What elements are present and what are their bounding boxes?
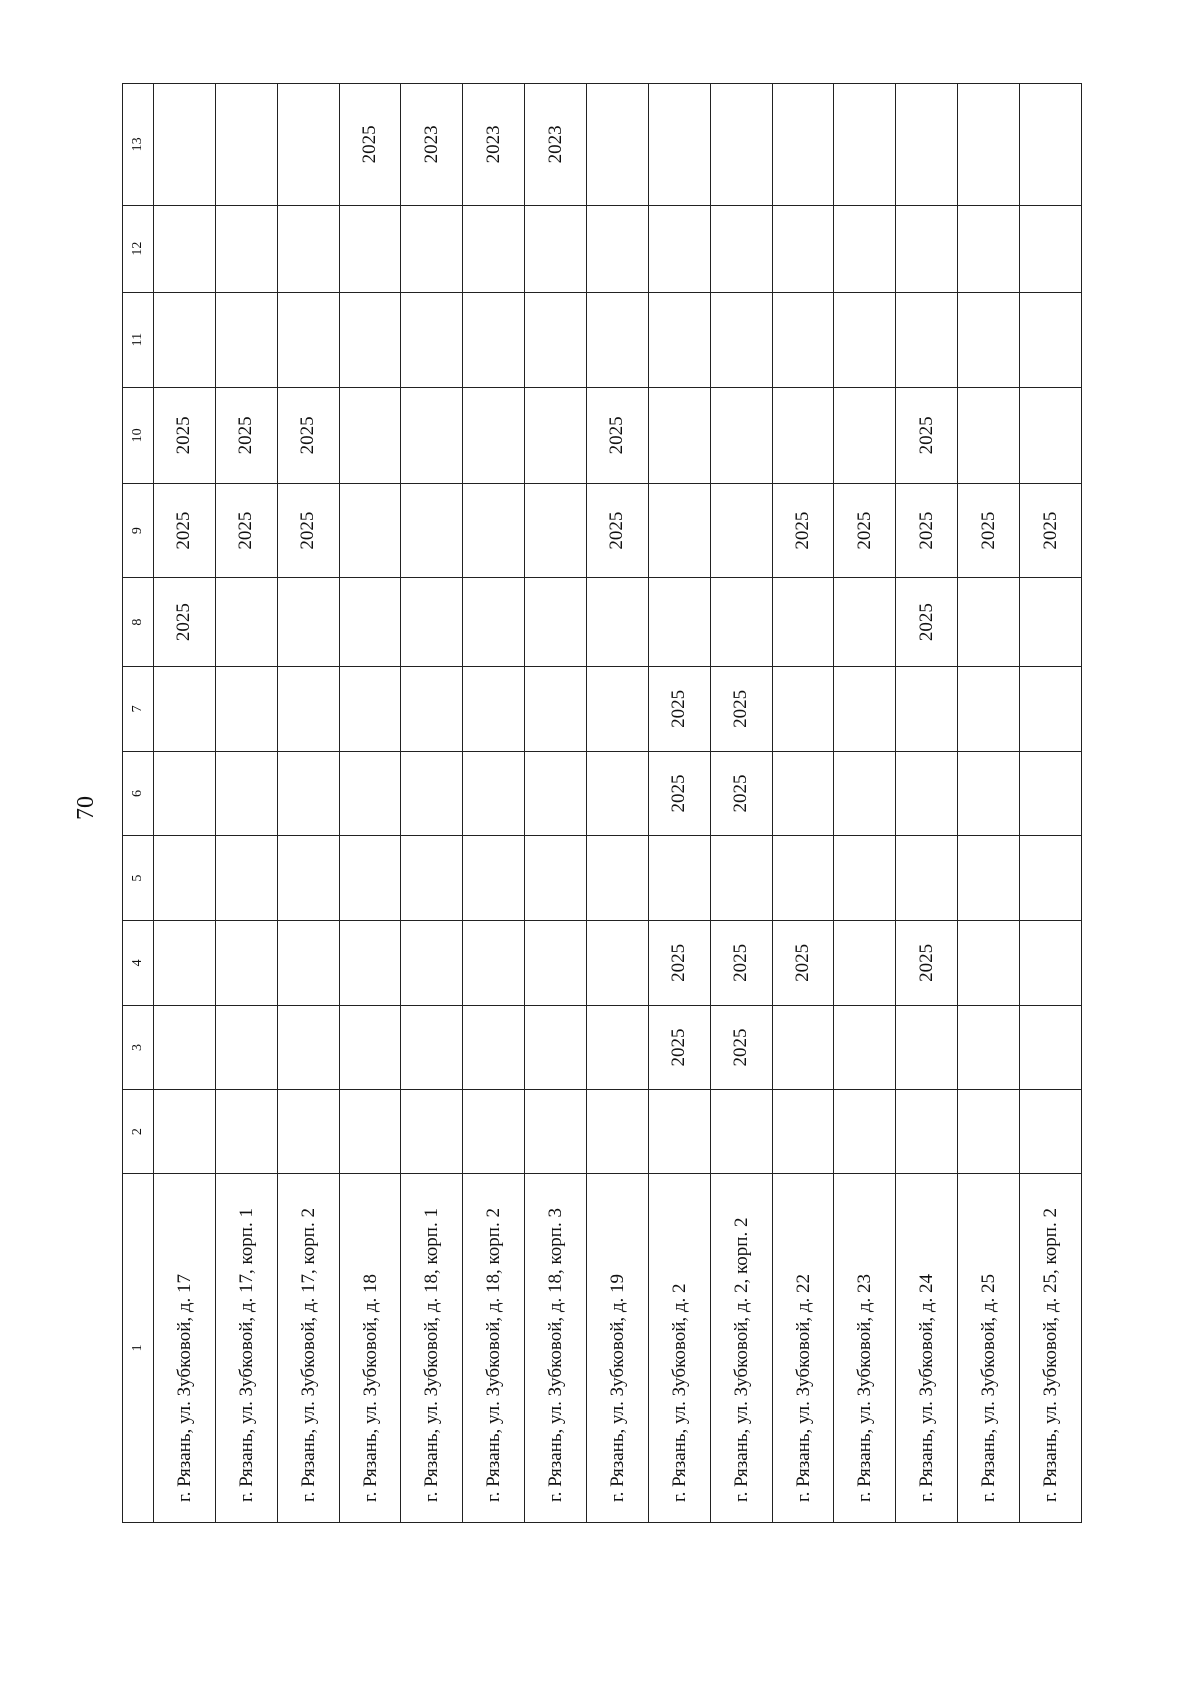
year-cell-col-4	[277, 920, 339, 1005]
year-cell-col-13	[587, 84, 649, 206]
year-cell-col-10	[648, 387, 710, 483]
year-cell-col-4	[587, 920, 649, 1005]
year-cell-col-11	[1020, 292, 1082, 387]
year-cell-col-11	[587, 292, 649, 387]
year-cell-col-10: 2025	[896, 387, 958, 483]
year-cell-col-12	[463, 205, 525, 292]
year-cell-col-2	[587, 1090, 649, 1174]
address-cell: г. Рязань, ул. Зубковой, д. 2, корп. 2	[710, 1173, 772, 1522]
year-cell-col-7	[896, 667, 958, 752]
address-cell: г. Рязань, ул. Зубковой, д. 25	[958, 1173, 1020, 1522]
year-cell-col-4	[215, 920, 277, 1005]
address-cell: г. Рязань, ул. Зубковой, д. 25, корп. 2	[1020, 1173, 1082, 1522]
year-cell-col-5	[277, 836, 339, 921]
year-cell-col-6	[339, 751, 401, 836]
year-cell-col-13	[648, 84, 710, 206]
year-cell-col-9: 2025	[834, 484, 896, 578]
year-cell-col-9: 2025	[277, 484, 339, 578]
year-cell-col-8	[277, 578, 339, 667]
year-cell-col-6	[772, 751, 834, 836]
year-cell-col-8	[648, 578, 710, 667]
year-cell-col-7	[401, 667, 463, 752]
year-cell-col-13: 2025	[339, 84, 401, 206]
address-cell: г. Рязань, ул. Зубковой, д. 24	[896, 1173, 958, 1522]
column-header-7: 7	[123, 667, 154, 752]
table-row	[958, 84, 1020, 1523]
year-cell-col-5	[648, 836, 710, 921]
year-cell-col-13	[215, 84, 277, 206]
column-header-8: 8	[123, 578, 154, 667]
year-cell-col-9	[525, 484, 587, 578]
year-cell-col-12	[401, 205, 463, 292]
table-row	[215, 84, 277, 1523]
year-cell-col-7	[958, 667, 1020, 752]
year-cell-col-12	[1020, 205, 1082, 292]
year-cell-col-10: 2025	[277, 387, 339, 483]
address-cell: г. Рязань, ул. Зубковой, д. 23	[834, 1173, 896, 1522]
year-cell-col-12	[525, 205, 587, 292]
year-cell-col-11	[710, 292, 772, 387]
year-cell-col-13	[772, 84, 834, 206]
year-cell-col-12	[834, 205, 896, 292]
address-cell: г. Рязань, ул. Зубковой, д. 17, корп. 2	[277, 1173, 339, 1522]
column-header-2: 2	[123, 1090, 154, 1174]
year-cell-col-12	[710, 205, 772, 292]
year-cell-col-10	[958, 387, 1020, 483]
year-cell-col-8	[587, 578, 649, 667]
year-cell-col-10	[339, 387, 401, 483]
year-cell-col-4: 2025	[772, 920, 834, 1005]
year-cell-col-6: 2025	[648, 751, 710, 836]
year-cell-col-11	[648, 292, 710, 387]
year-cell-col-9	[339, 484, 401, 578]
year-cell-col-7	[154, 667, 216, 752]
year-cell-col-13: 2023	[525, 84, 587, 206]
year-cell-col-8	[339, 578, 401, 667]
year-cell-col-6	[834, 751, 896, 836]
year-cell-col-10	[710, 387, 772, 483]
year-cell-col-13: 2023	[401, 84, 463, 206]
year-cell-col-4	[463, 920, 525, 1005]
year-cell-col-4	[401, 920, 463, 1005]
year-cell-col-8	[401, 578, 463, 667]
year-cell-col-5	[525, 836, 587, 921]
year-cell-col-4	[339, 920, 401, 1005]
year-cell-col-2	[834, 1090, 896, 1174]
year-cell-col-9	[710, 484, 772, 578]
table-row	[1020, 84, 1082, 1523]
address-cell: г. Рязань, ул. Зубковой, д. 18	[339, 1173, 401, 1522]
year-cell-col-11	[339, 292, 401, 387]
year-cell-col-2	[401, 1090, 463, 1174]
year-cell-col-6	[401, 751, 463, 836]
year-cell-col-6: 2025	[710, 751, 772, 836]
address-cell: г. Рязань, ул. Зубковой, д. 17, корп. 1	[215, 1173, 277, 1522]
column-header-9: 9	[123, 484, 154, 578]
year-cell-col-3	[896, 1005, 958, 1090]
year-cell-col-3: 2025	[710, 1005, 772, 1090]
year-cell-col-7	[587, 667, 649, 752]
year-cell-col-7	[772, 667, 834, 752]
page-number: 70	[73, 796, 99, 820]
year-cell-col-11	[154, 292, 216, 387]
year-cell-col-2	[154, 1090, 216, 1174]
schedule-table	[122, 83, 1082, 1523]
year-cell-col-3	[958, 1005, 1020, 1090]
table-row	[339, 84, 401, 1523]
year-cell-col-10	[401, 387, 463, 483]
year-cell-col-3	[277, 1005, 339, 1090]
year-cell-col-5	[896, 836, 958, 921]
year-cell-col-11	[525, 292, 587, 387]
year-cell-col-2	[710, 1090, 772, 1174]
year-cell-col-10: 2025	[587, 387, 649, 483]
year-cell-col-13	[958, 84, 1020, 206]
year-cell-col-9: 2025	[1020, 484, 1082, 578]
header-row	[123, 84, 154, 1523]
year-cell-col-8	[463, 578, 525, 667]
year-cell-col-9: 2025	[896, 484, 958, 578]
year-cell-col-7	[277, 667, 339, 752]
column-header-11: 11	[123, 292, 154, 387]
year-cell-col-7: 2025	[648, 667, 710, 752]
year-cell-col-6	[958, 751, 1020, 836]
year-cell-col-13	[1020, 84, 1082, 206]
table-row	[710, 84, 772, 1523]
year-cell-col-9: 2025	[772, 484, 834, 578]
table-row	[772, 84, 834, 1523]
year-cell-col-5	[958, 836, 1020, 921]
year-cell-col-11	[215, 292, 277, 387]
year-cell-col-10: 2025	[154, 387, 216, 483]
year-cell-col-11	[958, 292, 1020, 387]
year-cell-col-3	[834, 1005, 896, 1090]
address-cell: г. Рязань, ул. Зубковой, д. 2	[648, 1173, 710, 1522]
year-cell-col-3	[401, 1005, 463, 1090]
address-cell: г. Рязань, ул. Зубковой, д. 18, корп. 2	[463, 1173, 525, 1522]
year-cell-col-5	[587, 836, 649, 921]
year-cell-col-2	[1020, 1090, 1082, 1174]
year-cell-col-8	[958, 578, 1020, 667]
year-cell-col-12	[339, 205, 401, 292]
year-cell-col-3	[339, 1005, 401, 1090]
year-cell-col-7	[525, 667, 587, 752]
year-cell-col-5	[215, 836, 277, 921]
column-header-5: 5	[123, 836, 154, 921]
year-cell-col-6	[277, 751, 339, 836]
year-cell-col-8: 2025	[154, 578, 216, 667]
year-cell-col-3	[525, 1005, 587, 1090]
year-cell-col-5	[339, 836, 401, 921]
year-cell-col-6	[587, 751, 649, 836]
table-row	[525, 84, 587, 1523]
year-cell-col-4	[1020, 920, 1082, 1005]
column-header-6: 6	[123, 751, 154, 836]
address-cell: г. Рязань, ул. Зубковой, д. 18, корп. 1	[401, 1173, 463, 1522]
year-cell-col-4	[525, 920, 587, 1005]
year-cell-col-12	[154, 205, 216, 292]
year-cell-col-3	[215, 1005, 277, 1090]
year-cell-col-6	[154, 751, 216, 836]
year-cell-col-11	[463, 292, 525, 387]
year-cell-col-6	[896, 751, 958, 836]
year-cell-col-5	[710, 836, 772, 921]
table-row	[277, 84, 339, 1523]
year-cell-col-12	[215, 205, 277, 292]
year-cell-col-3	[772, 1005, 834, 1090]
year-cell-col-3	[154, 1005, 216, 1090]
column-header-12: 12	[123, 205, 154, 292]
year-cell-col-13	[710, 84, 772, 206]
year-cell-col-9	[401, 484, 463, 578]
year-cell-col-13: 2023	[463, 84, 525, 206]
year-cell-col-10: 2025	[215, 387, 277, 483]
year-cell-col-2	[525, 1090, 587, 1174]
year-cell-col-7	[339, 667, 401, 752]
year-cell-col-2	[215, 1090, 277, 1174]
year-cell-col-7	[463, 667, 525, 752]
column-header-10: 10	[123, 387, 154, 483]
year-cell-col-13	[277, 84, 339, 206]
year-cell-col-6	[463, 751, 525, 836]
column-header-1: 1	[123, 1173, 154, 1522]
year-cell-col-12	[896, 205, 958, 292]
year-cell-col-5	[772, 836, 834, 921]
address-cell: г. Рязань, ул. Зубковой, д. 17	[154, 1173, 216, 1522]
year-cell-col-5	[154, 836, 216, 921]
year-cell-col-13	[896, 84, 958, 206]
year-cell-col-10	[834, 387, 896, 483]
address-cell: г. Рязань, ул. Зубковой, д. 18, корп. 3	[525, 1173, 587, 1522]
year-cell-col-7	[834, 667, 896, 752]
year-cell-col-8	[525, 578, 587, 667]
table-row	[463, 84, 525, 1523]
year-cell-col-7	[1020, 667, 1082, 752]
year-cell-col-9	[463, 484, 525, 578]
year-cell-col-9: 2025	[154, 484, 216, 578]
year-cell-col-2	[648, 1090, 710, 1174]
year-cell-col-11	[277, 292, 339, 387]
year-cell-col-4: 2025	[710, 920, 772, 1005]
year-cell-col-3	[463, 1005, 525, 1090]
column-header-4: 4	[123, 920, 154, 1005]
rotated-table-container	[122, 83, 1082, 1523]
year-cell-col-8: 2025	[896, 578, 958, 667]
table-row	[896, 84, 958, 1523]
year-cell-col-6	[215, 751, 277, 836]
year-cell-col-8	[772, 578, 834, 667]
year-cell-col-12	[958, 205, 1020, 292]
year-cell-col-5	[463, 836, 525, 921]
address-cell: г. Рязань, ул. Зубковой, д. 22	[772, 1173, 834, 1522]
year-cell-col-4	[958, 920, 1020, 1005]
year-cell-col-5	[401, 836, 463, 921]
year-cell-col-11	[834, 292, 896, 387]
year-cell-col-4	[154, 920, 216, 1005]
year-cell-col-2	[958, 1090, 1020, 1174]
year-cell-col-2	[896, 1090, 958, 1174]
year-cell-col-12	[277, 205, 339, 292]
table-body	[154, 84, 1082, 1523]
year-cell-col-11	[401, 292, 463, 387]
year-cell-col-13	[154, 84, 216, 206]
year-cell-col-3	[587, 1005, 649, 1090]
year-cell-col-13	[834, 84, 896, 206]
year-cell-col-8	[215, 578, 277, 667]
year-cell-col-2	[277, 1090, 339, 1174]
year-cell-col-5	[1020, 836, 1082, 921]
year-cell-col-9: 2025	[215, 484, 277, 578]
year-cell-col-6	[525, 751, 587, 836]
year-cell-col-11	[896, 292, 958, 387]
year-cell-col-12	[587, 205, 649, 292]
year-cell-col-10	[525, 387, 587, 483]
year-cell-col-3	[1020, 1005, 1082, 1090]
year-cell-col-4: 2025	[648, 920, 710, 1005]
year-cell-col-9	[648, 484, 710, 578]
year-cell-col-7: 2025	[710, 667, 772, 752]
table-row	[154, 84, 216, 1523]
year-cell-col-10	[772, 387, 834, 483]
year-cell-col-9: 2025	[958, 484, 1020, 578]
address-cell: г. Рязань, ул. Зубковой, д. 19	[587, 1173, 649, 1522]
year-cell-col-3: 2025	[648, 1005, 710, 1090]
column-header-13: 13	[123, 84, 154, 206]
year-cell-col-7	[215, 667, 277, 752]
year-cell-col-6	[1020, 751, 1082, 836]
table-row	[834, 84, 896, 1523]
year-cell-col-4	[834, 920, 896, 1005]
year-cell-col-8	[834, 578, 896, 667]
year-cell-col-8	[710, 578, 772, 667]
column-header-3: 3	[123, 1005, 154, 1090]
year-cell-col-2	[772, 1090, 834, 1174]
year-cell-col-5	[834, 836, 896, 921]
year-cell-col-10	[1020, 387, 1082, 483]
table-header	[123, 84, 154, 1523]
table-row	[587, 84, 649, 1523]
year-cell-col-2	[463, 1090, 525, 1174]
year-cell-col-12	[772, 205, 834, 292]
year-cell-col-9: 2025	[587, 484, 649, 578]
year-cell-col-10	[463, 387, 525, 483]
year-cell-col-12	[648, 205, 710, 292]
year-cell-col-2	[339, 1090, 401, 1174]
year-cell-col-11	[772, 292, 834, 387]
year-cell-col-4: 2025	[896, 920, 958, 1005]
table-row	[648, 84, 710, 1523]
year-cell-col-8	[1020, 578, 1082, 667]
table-row	[401, 84, 463, 1523]
